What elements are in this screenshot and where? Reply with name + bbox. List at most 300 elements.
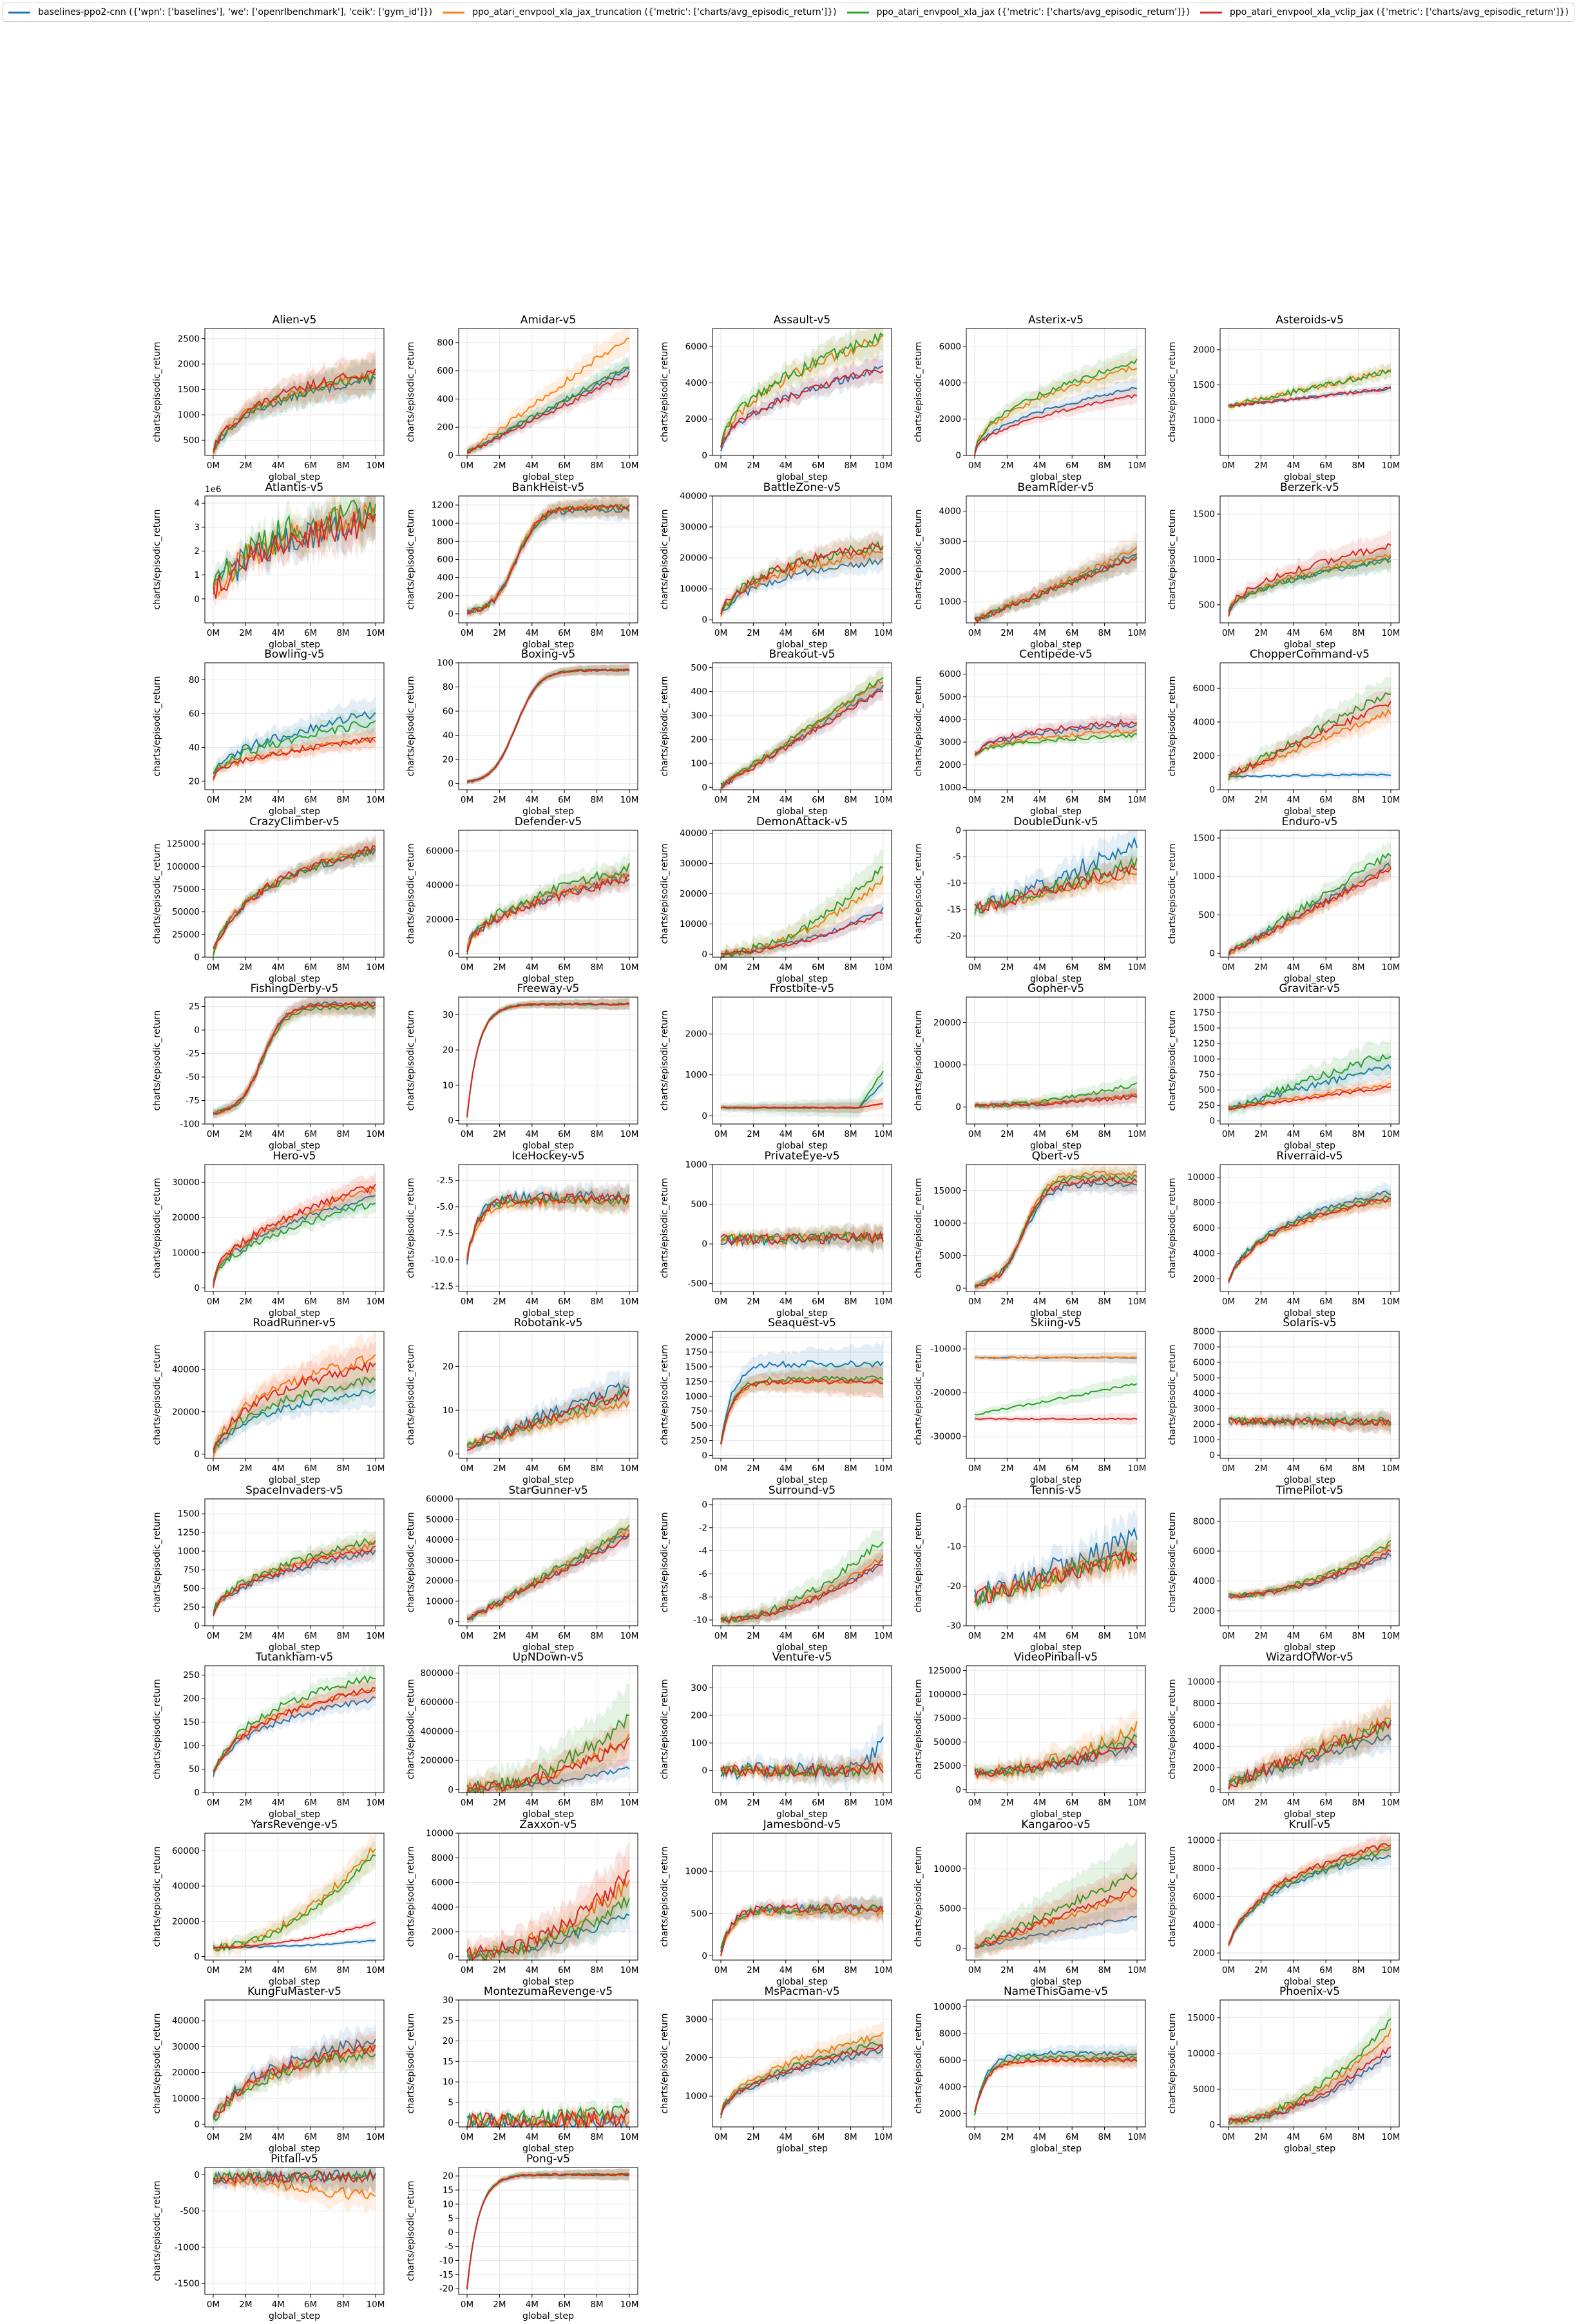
y-tick-label: 0 xyxy=(448,1449,454,1460)
y-tick-label: 4000 xyxy=(685,377,707,388)
x-tick-label: 6M xyxy=(1066,1630,1079,1641)
y-tick-label: -6 xyxy=(698,1568,707,1579)
x-tick-label: 10M xyxy=(874,1798,893,1808)
x-tick-label: 2M xyxy=(747,1798,760,1808)
chart-panel xyxy=(147,1312,390,1488)
y-tick-label: 750 xyxy=(691,1406,707,1417)
x-tick-label: 4M xyxy=(271,795,285,805)
y-tick-label: 75000 xyxy=(933,1713,961,1724)
x-tick-label: 0M xyxy=(1221,962,1236,973)
chart-svg xyxy=(655,811,898,984)
y-axis-label: charts/episodic_return xyxy=(660,843,670,944)
x-tick-label: 6M xyxy=(304,1129,318,1139)
y-tick-label: 500 xyxy=(691,1908,707,1919)
y-axis-label: charts/episodic_return xyxy=(1167,676,1178,777)
y-axis-label: charts/episodic_return xyxy=(152,1010,162,1111)
x-tick-label: 0M xyxy=(206,962,220,973)
chart-svg xyxy=(1162,1981,1406,2154)
y-tick-label: 20 xyxy=(442,1361,454,1372)
legend-entry xyxy=(1200,7,1569,17)
chart-panel xyxy=(1162,978,1406,1154)
x-tick-label: 2M xyxy=(747,1129,760,1139)
x-tick-label: 2M xyxy=(239,1463,253,1474)
y-tick-label: 0 xyxy=(955,1501,961,1512)
x-tick-label: 6M xyxy=(304,1630,318,1641)
chart-svg xyxy=(1162,643,1406,817)
y-tick-label: 30000 xyxy=(680,522,707,533)
x-axis-label: global_step xyxy=(1030,1141,1082,1151)
y-tick-label: 6000 xyxy=(1192,1546,1215,1557)
x-tick-label: 6M xyxy=(812,1463,825,1474)
series-band xyxy=(1228,858,1391,957)
y-axis-label: charts/episodic_return xyxy=(660,1177,670,1278)
series-line xyxy=(721,1903,883,1955)
y-tick-label: 4000 xyxy=(939,2082,961,2093)
x-tick-label: 10M xyxy=(620,1296,639,1307)
y-tick-label: 0 xyxy=(194,952,200,962)
x-tick-label: 4M xyxy=(1033,461,1046,471)
x-tick-label: 4M xyxy=(271,1965,285,1976)
y-tick-label: 10000 xyxy=(1187,1677,1215,1688)
x-tick-label: 0M xyxy=(968,2132,982,2142)
x-tick-label: 4M xyxy=(1286,2132,1300,2142)
x-tick-label: 4M xyxy=(271,1129,285,1139)
x-tick-label: 2M xyxy=(493,962,506,973)
chart-title: NameThisGame-v5 xyxy=(1003,1985,1109,1998)
y-tick-label: 1000 xyxy=(1192,554,1215,565)
chart-svg xyxy=(401,2148,644,2321)
x-tick-label: 8M xyxy=(590,2299,604,2310)
y-axis-label: charts/episodic_return xyxy=(152,2180,162,2281)
chart-title: CrazyClimber-v5 xyxy=(249,815,339,828)
y-tick-label: 200 xyxy=(437,422,454,433)
y-tick-label: 50 xyxy=(188,1764,200,1775)
y-tick-label: 1250 xyxy=(1192,1038,1215,1049)
y-axis-label: charts/episodic_return xyxy=(913,1177,924,1278)
x-tick-label: 0M xyxy=(1221,627,1236,638)
x-tick-label: 2M xyxy=(1000,2132,1014,2142)
x-tick-label: 2M xyxy=(747,1965,760,1976)
x-tick-label: 2M xyxy=(747,1463,760,1474)
x-tick-label: 4M xyxy=(1033,1296,1046,1307)
x-axis-label: global_step xyxy=(269,1141,320,1151)
chart-panel xyxy=(908,1312,1152,1488)
y-tick-label: 4000 xyxy=(431,1901,454,1912)
y-axis-label: charts/episodic_return xyxy=(152,1679,162,1780)
x-tick-label: 2M xyxy=(493,2299,506,2310)
x-tick-label: 4M xyxy=(779,1798,792,1808)
x-tick-label: 2M xyxy=(1000,1129,1014,1139)
chart-panel xyxy=(1162,1312,1406,1488)
y-tick-label: 15000 xyxy=(1187,2013,1215,2024)
y-tick-label: 40000 xyxy=(426,880,454,891)
x-tick-label: 2M xyxy=(493,461,506,471)
chart-title: KungFuMaster-v5 xyxy=(247,1985,341,1998)
legend-label: ppo_atari_envpool_xla_jax_truncation ({'metric': ['charts/avg_episodic_return']}) xyxy=(472,7,837,17)
y-tick-label: 20 xyxy=(442,754,454,765)
x-tick-label: 6M xyxy=(558,461,571,471)
x-axis-label: global_step xyxy=(776,1976,828,1987)
chart-svg xyxy=(1162,1646,1406,1820)
x-tick-label: 4M xyxy=(1033,627,1046,638)
x-tick-label: 0M xyxy=(206,1463,220,1474)
y-tick-label: 750 xyxy=(1198,1069,1215,1080)
y-tick-label: 60000 xyxy=(426,1494,454,1504)
x-axis-label: global_step xyxy=(1030,1976,1082,1987)
y-tick-label: 60 xyxy=(442,706,454,717)
y-tick-label: 25 xyxy=(188,1002,200,1013)
chart-panel xyxy=(147,1145,390,1321)
x-tick-label: 8M xyxy=(1352,1296,1365,1307)
chart-svg xyxy=(655,477,898,650)
y-axis-label: charts/episodic_return xyxy=(406,1512,416,1612)
x-tick-label: 10M xyxy=(366,1296,385,1307)
x-axis-label: global_step xyxy=(522,2310,574,2321)
x-tick-label: 6M xyxy=(558,2299,571,2310)
chart-title: WizardOfWor-v5 xyxy=(1265,1651,1354,1664)
y-tick-label: 6000 xyxy=(1192,1720,1215,1731)
y-tick-label: 7000 xyxy=(1192,1342,1215,1353)
y-tick-label: 600 xyxy=(437,366,454,377)
x-tick-label: 10M xyxy=(366,1463,385,1474)
y-tick-label: 6000 xyxy=(685,341,707,352)
x-tick-label: 2M xyxy=(239,1798,253,1808)
y-tick-label: 200 xyxy=(183,1693,200,1704)
chart-panel xyxy=(1162,1981,1406,2157)
chart-svg xyxy=(908,811,1152,984)
y-tick-label: 10000 xyxy=(680,919,707,929)
x-axis-label: global_step xyxy=(1030,639,1082,650)
x-axis-label: global_step xyxy=(1284,1141,1335,1151)
x-tick-label: 8M xyxy=(1098,1463,1111,1474)
x-tick-label: 4M xyxy=(271,461,285,471)
x-tick-label: 4M xyxy=(525,1965,539,1976)
y-tick-label: 60000 xyxy=(426,845,454,856)
x-tick-label: 4M xyxy=(525,1798,539,1808)
x-tick-label: 0M xyxy=(206,1630,220,1641)
x-tick-label: 6M xyxy=(812,1129,825,1139)
y-tick-label: 500 xyxy=(1198,1085,1215,1096)
x-axis-label: global_step xyxy=(1284,1642,1335,1653)
x-tick-label: 4M xyxy=(1286,1965,1300,1976)
x-axis-label: global_step xyxy=(269,806,320,817)
chart-panel xyxy=(147,1480,390,1655)
x-tick-label: 0M xyxy=(714,1296,728,1307)
y-axis-label: charts/episodic_return xyxy=(660,676,670,777)
y-axis-label: charts/episodic_return xyxy=(152,843,162,944)
chart-svg xyxy=(401,643,644,817)
chart-title: FishingDerby-v5 xyxy=(250,982,339,995)
x-tick-label: 6M xyxy=(304,2132,318,2142)
chart-title: Tutankham-v5 xyxy=(255,1651,334,1664)
x-tick-label: 0M xyxy=(206,627,220,638)
chart-panel xyxy=(908,643,1152,819)
x-tick-label: 0M xyxy=(968,1798,982,1808)
y-tick-label: 0 xyxy=(702,614,707,625)
y-tick-label: 0 xyxy=(1209,1116,1215,1127)
plot-frame xyxy=(1220,1331,1399,1458)
x-tick-label: 8M xyxy=(336,1965,350,1976)
x-tick-label: 4M xyxy=(1286,461,1300,471)
x-tick-label: 0M xyxy=(206,1296,220,1307)
x-tick-label: 0M xyxy=(1221,1129,1236,1139)
legend-swatch xyxy=(443,12,464,14)
chart-svg xyxy=(655,1646,898,1820)
y-tick-label: -1500 xyxy=(174,2278,200,2289)
x-axis-label: global_step xyxy=(522,1475,574,1485)
y-axis-label: charts/episodic_return xyxy=(660,1679,670,1780)
chart-panel xyxy=(147,1814,390,1990)
x-tick-label: 4M xyxy=(779,962,792,973)
y-tick-label: 60000 xyxy=(172,1845,200,1856)
y-axis-label: charts/episodic_return xyxy=(913,509,924,609)
x-tick-label: 8M xyxy=(1098,962,1111,973)
y-tick-label: 6000 xyxy=(1192,1891,1215,1902)
y-tick-label: -2 xyxy=(698,1522,707,1533)
chart-svg xyxy=(401,1145,644,1319)
y-tick-label: 40000 xyxy=(426,1534,454,1545)
x-axis-label: global_step xyxy=(1030,806,1082,817)
chart-svg xyxy=(908,643,1152,817)
x-tick-label: 10M xyxy=(1127,1463,1147,1474)
y-tick-label: -75 xyxy=(185,1096,200,1107)
chart-panel xyxy=(147,1646,390,1822)
chart-panel xyxy=(908,309,1152,485)
x-tick-label: 6M xyxy=(558,1798,571,1808)
x-tick-label: 8M xyxy=(336,461,350,471)
x-tick-label: 6M xyxy=(558,962,571,973)
y-axis-label: charts/episodic_return xyxy=(406,843,416,944)
chart-panel xyxy=(655,1480,898,1655)
x-tick-label: 2M xyxy=(493,795,506,805)
x-axis-label: global_step xyxy=(522,1809,574,1820)
legend xyxy=(3,3,1574,22)
y-tick-label: 800000 xyxy=(420,1668,454,1679)
x-tick-label: 10M xyxy=(1381,461,1400,471)
x-tick-label: 6M xyxy=(558,2132,571,2142)
x-tick-label: 0M xyxy=(460,962,474,973)
chart-panel xyxy=(401,309,644,485)
y-tick-label: 30000 xyxy=(680,858,707,869)
chart-title: Phoenix-v5 xyxy=(1279,1985,1340,1998)
y-tick-label: 20000 xyxy=(426,914,454,925)
chart-panel xyxy=(401,978,644,1154)
y-tick-label: 1000 xyxy=(177,410,200,421)
x-tick-label: 2M xyxy=(1000,1965,1014,1976)
x-tick-label: 6M xyxy=(812,1965,825,1976)
y-tick-label: 0 xyxy=(1209,948,1215,959)
chart-title: MontezumaRevenge-v5 xyxy=(483,1985,613,1998)
chart-panel xyxy=(655,1981,898,2157)
x-tick-label: 4M xyxy=(1286,1129,1300,1139)
y-tick-label: 2000 xyxy=(939,2108,961,2119)
series-band xyxy=(1228,687,1391,781)
y-tick-label: 100 xyxy=(183,1740,200,1751)
y-tick-label: 800 xyxy=(437,536,454,547)
x-tick-label: 10M xyxy=(1381,627,1400,638)
y-tick-label: -10.0 xyxy=(431,1254,454,1265)
x-tick-label: 8M xyxy=(590,1965,604,1976)
x-tick-label: 0M xyxy=(968,1463,982,1474)
x-axis-label: global_step xyxy=(522,1141,574,1151)
x-tick-label: 2M xyxy=(493,627,506,638)
chart-title: BeamRider-v5 xyxy=(1017,481,1094,494)
y-tick-label: 1000 xyxy=(939,596,961,607)
x-axis-label: global_step xyxy=(1030,1475,1082,1485)
y-tick-label: 500 xyxy=(1198,599,1215,610)
x-tick-label: 6M xyxy=(304,962,318,973)
x-tick-label: 8M xyxy=(590,1798,604,1808)
x-tick-label: 10M xyxy=(366,627,385,638)
x-axis-label: global_step xyxy=(1030,2144,1082,2154)
x-tick-label: 4M xyxy=(271,1296,285,1307)
y-tick-label: 1000 xyxy=(685,1070,707,1081)
chart-svg xyxy=(147,811,390,984)
x-tick-label: 6M xyxy=(812,2132,825,2142)
series-band xyxy=(721,681,883,790)
x-tick-label: 6M xyxy=(558,627,571,638)
x-tick-label: 2M xyxy=(747,1630,760,1641)
x-tick-label: 8M xyxy=(844,1463,857,1474)
x-tick-label: 0M xyxy=(460,2299,474,2310)
x-tick-label: 4M xyxy=(271,962,285,973)
x-axis-label: global_step xyxy=(269,472,320,482)
y-tick-label: 1500 xyxy=(1192,1023,1215,1034)
chart-panel xyxy=(1162,1480,1406,1655)
y-tick-label: 0 xyxy=(448,608,454,619)
y-tick-label: 3000 xyxy=(1192,1404,1215,1414)
y-tick-label: 0 xyxy=(702,1499,707,1510)
chart-title: Asterix-v5 xyxy=(1028,314,1084,327)
x-tick-label: 8M xyxy=(844,627,857,638)
y-tick-label: 4000 xyxy=(1192,1741,1215,1752)
y-tick-label: 10000 xyxy=(933,2001,961,2012)
y-tick-label: 0 xyxy=(194,1449,200,1460)
x-tick-label: 10M xyxy=(1127,1965,1147,1976)
x-tick-label: 4M xyxy=(779,1129,792,1139)
x-tick-label: 8M xyxy=(1098,795,1111,805)
x-axis-label: global_step xyxy=(1030,973,1082,984)
chart-svg xyxy=(908,1145,1152,1319)
chart-title: Tennis-v5 xyxy=(1030,1483,1082,1497)
x-tick-label: 6M xyxy=(812,1798,825,1808)
y-tick-label: 75000 xyxy=(172,884,200,895)
x-tick-label: 2M xyxy=(1254,962,1268,973)
x-tick-label: 10M xyxy=(366,1630,385,1641)
x-tick-label: 10M xyxy=(1127,461,1147,471)
y-tick-label: 0 xyxy=(448,1784,454,1795)
y-axis-label: charts/episodic_return xyxy=(1167,341,1178,443)
x-tick-label: 6M xyxy=(304,1798,318,1808)
y-tick-label: 10000 xyxy=(933,1863,961,1874)
y-tick-label: 5000 xyxy=(1192,2084,1215,2095)
x-tick-label: 6M xyxy=(1319,1798,1333,1808)
y-tick-label: -1000 xyxy=(174,2242,200,2253)
series-line xyxy=(467,669,629,782)
chart-panel xyxy=(401,1312,644,1488)
y-tick-label: 25000 xyxy=(172,929,200,940)
y-tick-label: 10000 xyxy=(172,2093,200,2104)
y-tick-label: -500 xyxy=(180,2205,200,2216)
y-tick-label: -25 xyxy=(185,1049,200,1060)
chart-svg xyxy=(401,1981,644,2154)
chart-title: TimePilot-v5 xyxy=(1276,1483,1344,1497)
legend-swatch xyxy=(847,12,869,14)
y-tick-label: 30000 xyxy=(172,1177,200,1188)
chart-panel xyxy=(401,1981,644,2157)
x-tick-label: 8M xyxy=(590,795,604,805)
x-tick-label: 2M xyxy=(1254,461,1268,471)
x-tick-label: 10M xyxy=(366,461,385,471)
chart-svg xyxy=(1162,309,1406,482)
chart-panel xyxy=(1162,1646,1406,1822)
x-tick-label: 6M xyxy=(1319,1463,1333,1474)
x-tick-label: 0M xyxy=(206,1798,220,1808)
x-tick-label: 8M xyxy=(844,1798,857,1808)
x-tick-label: 4M xyxy=(1286,1463,1300,1474)
y-tick-label: 0 xyxy=(702,1766,707,1776)
y-tick-label: 80 xyxy=(188,674,200,685)
x-axis-label: global_step xyxy=(776,1475,828,1485)
x-tick-label: 4M xyxy=(271,1463,285,1474)
y-tick-label: -4 xyxy=(698,1545,707,1556)
y-tick-label: 1000 xyxy=(431,518,454,529)
x-tick-label: 10M xyxy=(1127,795,1147,805)
x-tick-label: 4M xyxy=(1286,1296,1300,1307)
x-tick-label: 6M xyxy=(558,1296,571,1307)
x-tick-label: 6M xyxy=(1066,962,1079,973)
chart-panel xyxy=(655,978,898,1154)
y-tick-label: 0 xyxy=(448,2118,454,2129)
x-tick-label: 6M xyxy=(812,1296,825,1307)
y-tick-label: 25 xyxy=(442,2015,454,2026)
x-tick-label: 4M xyxy=(271,2299,285,2310)
y-tick-label: 20000 xyxy=(172,1916,200,1927)
x-tick-label: 0M xyxy=(1221,1965,1236,1976)
x-tick-label: 4M xyxy=(271,627,285,638)
y-tick-label: 0 xyxy=(1209,785,1215,795)
y-tick-label: 100 xyxy=(691,1738,707,1749)
x-tick-label: 8M xyxy=(1098,1965,1111,1976)
x-tick-label: 8M xyxy=(336,1798,350,1808)
x-tick-label: 4M xyxy=(1033,962,1046,973)
x-tick-label: 6M xyxy=(1066,1129,1079,1139)
chart-svg xyxy=(908,309,1152,482)
x-tick-label: 2M xyxy=(239,627,253,638)
chart-svg xyxy=(908,1312,1152,1485)
y-tick-label: 10000 xyxy=(680,584,707,595)
y-tick-label: 100 xyxy=(691,758,707,769)
chart-svg xyxy=(908,1981,1152,2154)
x-axis-label: global_step xyxy=(1284,1976,1335,1987)
x-tick-label: 10M xyxy=(1381,1129,1400,1139)
chart-title: Amidar-v5 xyxy=(520,314,577,327)
y-tick-label: 10000 xyxy=(172,1247,200,1258)
y-tick-label: 8000 xyxy=(1192,1516,1215,1527)
y-tick-label: 8000 xyxy=(939,2028,961,2039)
x-tick-label: 0M xyxy=(1221,1463,1236,1474)
chart-svg xyxy=(908,1480,1152,1653)
chart-svg xyxy=(401,1814,644,1987)
chart-svg xyxy=(147,1312,390,1485)
chart-title: Enduro-v5 xyxy=(1281,815,1338,828)
chart-title: Frostbite-v5 xyxy=(769,982,835,995)
x-tick-label: 10M xyxy=(1127,2132,1147,2142)
x-tick-label: 4M xyxy=(779,1296,792,1307)
y-tick-label: 2000 xyxy=(1192,1419,1215,1430)
x-axis-label: global_step xyxy=(522,806,574,817)
x-tick-label: 10M xyxy=(1127,1798,1147,1808)
